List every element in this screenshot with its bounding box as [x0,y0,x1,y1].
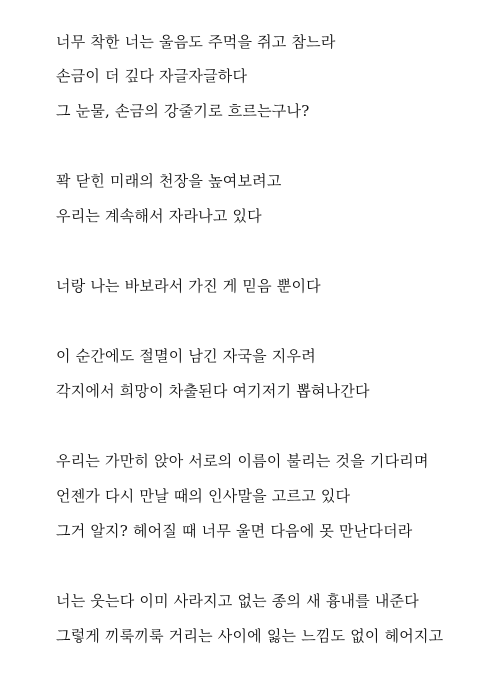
poem-line: 각지에서 희망이 차출된다 여기저기 뽑혀나간다 [56,382,370,400]
poem-line: 손금이 더 깊다 자글자글하다 [56,67,248,85]
poem-line: 너는 웃는다 이미 사라지고 없는 종의 새 흉내를 내준다 [56,592,419,610]
poem-line: 그 눈물, 손금의 강줄기로 흐르는구나? [56,102,310,120]
poem-line: 꽉 닫힌 미래의 천장을 높여보려고 [56,172,282,190]
poem-line: 너무 착한 너는 울음도 주먹을 쥐고 참느라 [56,33,336,51]
poem-line: 너랑 나는 바보라서 가진 게 믿음 뿐이다 [56,277,321,295]
poem-line: 그거 알지? 헤어질 때 너무 울면 다음에 못 만난다더라 [56,522,413,540]
poem-line: 이 순간에도 절멸이 남긴 자국을 지우려 [56,347,316,365]
poem-line: 그렇게 끼룩끼룩 거리는 사이에 잃는 느낌도 없이 헤어지고 [56,627,444,645]
poem-line: 언젠가 다시 만날 때의 인사말을 고르고 있다 [56,487,351,505]
poem-line: 우리는 계속해서 자라나고 있다 [56,207,262,225]
poem-line: 우리는 가만히 앉아 서로의 이름이 불리는 것을 기다리며 [56,452,429,470]
